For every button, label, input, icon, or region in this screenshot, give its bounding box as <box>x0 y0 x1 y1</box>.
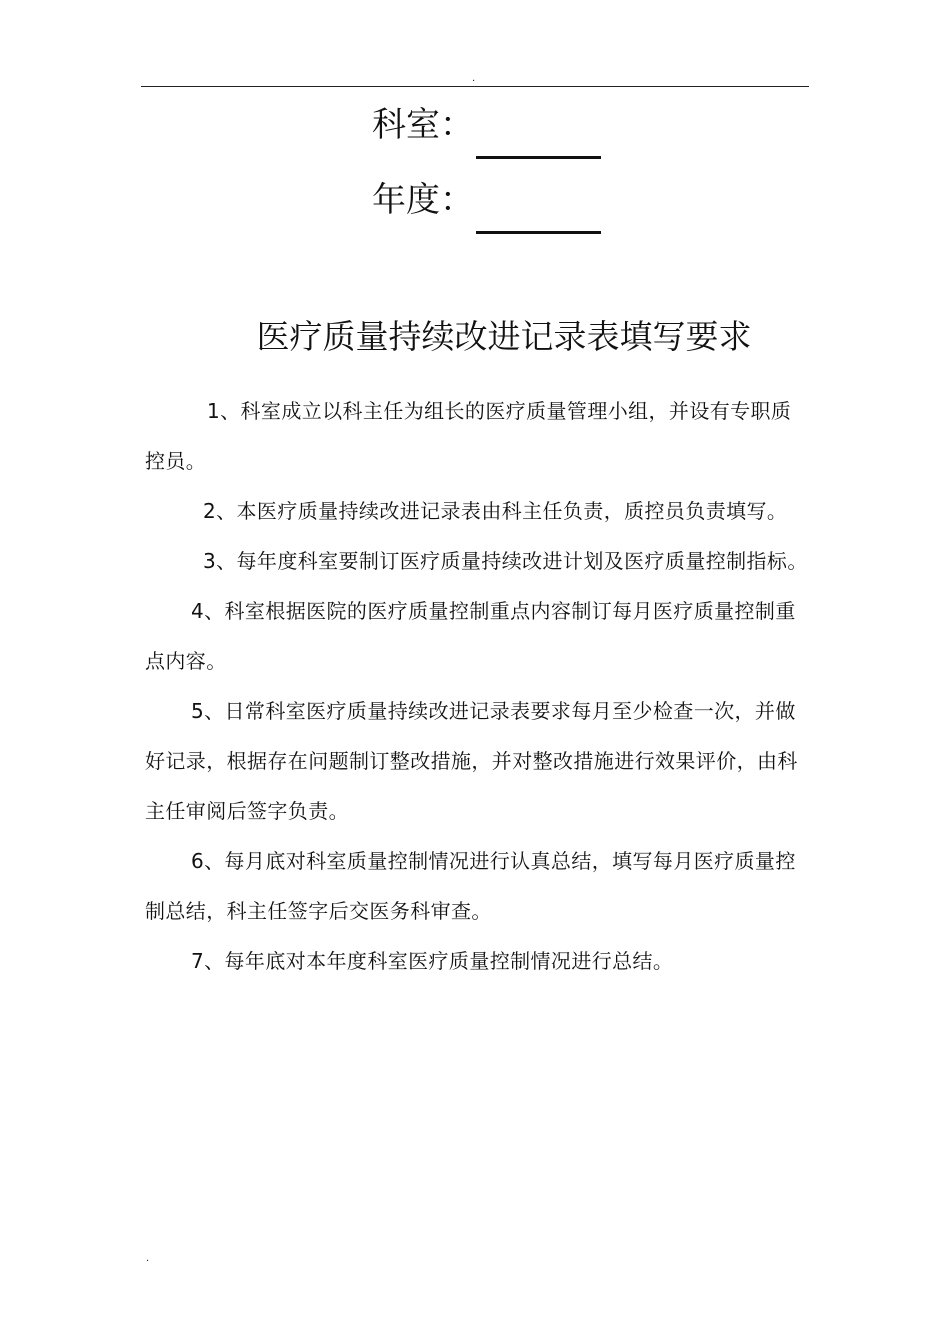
header-rule <box>141 86 809 87</box>
footer-dot: . <box>146 1253 150 1264</box>
department-label: 科室： <box>372 105 474 145</box>
requirement-item: 7、每年底对本年度科室医疗质量控制情况进行总结。 <box>191 949 674 973</box>
department-blank-line <box>476 156 601 159</box>
year-field <box>372 175 612 225</box>
header-dot: . <box>472 73 476 84</box>
year-blank-line <box>476 231 601 234</box>
year-label: 年度： <box>372 180 474 220</box>
requirement-item: 3、每年度科室要制订医疗质量持续改进计划及医疗质量控制指标。 <box>203 549 808 573</box>
requirement-item: 2、本医疗质量持续改进记录表由科主任负责，质控员负责填写。 <box>203 499 788 523</box>
document-title: 医疗质量持续改进记录表填写要求 <box>256 317 752 356</box>
requirement-item: 4、科室根据医院的医疗质量控制重点内容制订每月医疗质量控制重点内容。 <box>145 599 796 673</box>
department-field <box>372 100 612 150</box>
requirement-item: 1、科室成立以科主任为组长的医疗质量管理小组，并设有专职质控员。 <box>145 399 792 473</box>
requirement-item: 5、日常科室医疗质量持续改进记录表要求每月至少检查一次，并做好记录，根据存在问题制订整改措施，并对整改措施进行效果评价，由科主任审阅后签字负责。 <box>145 699 798 823</box>
requirement-item: 6、每月底对科室质量控制情况进行认真总结，填写每月医疗质量控制总结，科主任签字后交医务科审查。 <box>145 849 796 923</box>
requirements-list <box>145 386 810 986</box>
